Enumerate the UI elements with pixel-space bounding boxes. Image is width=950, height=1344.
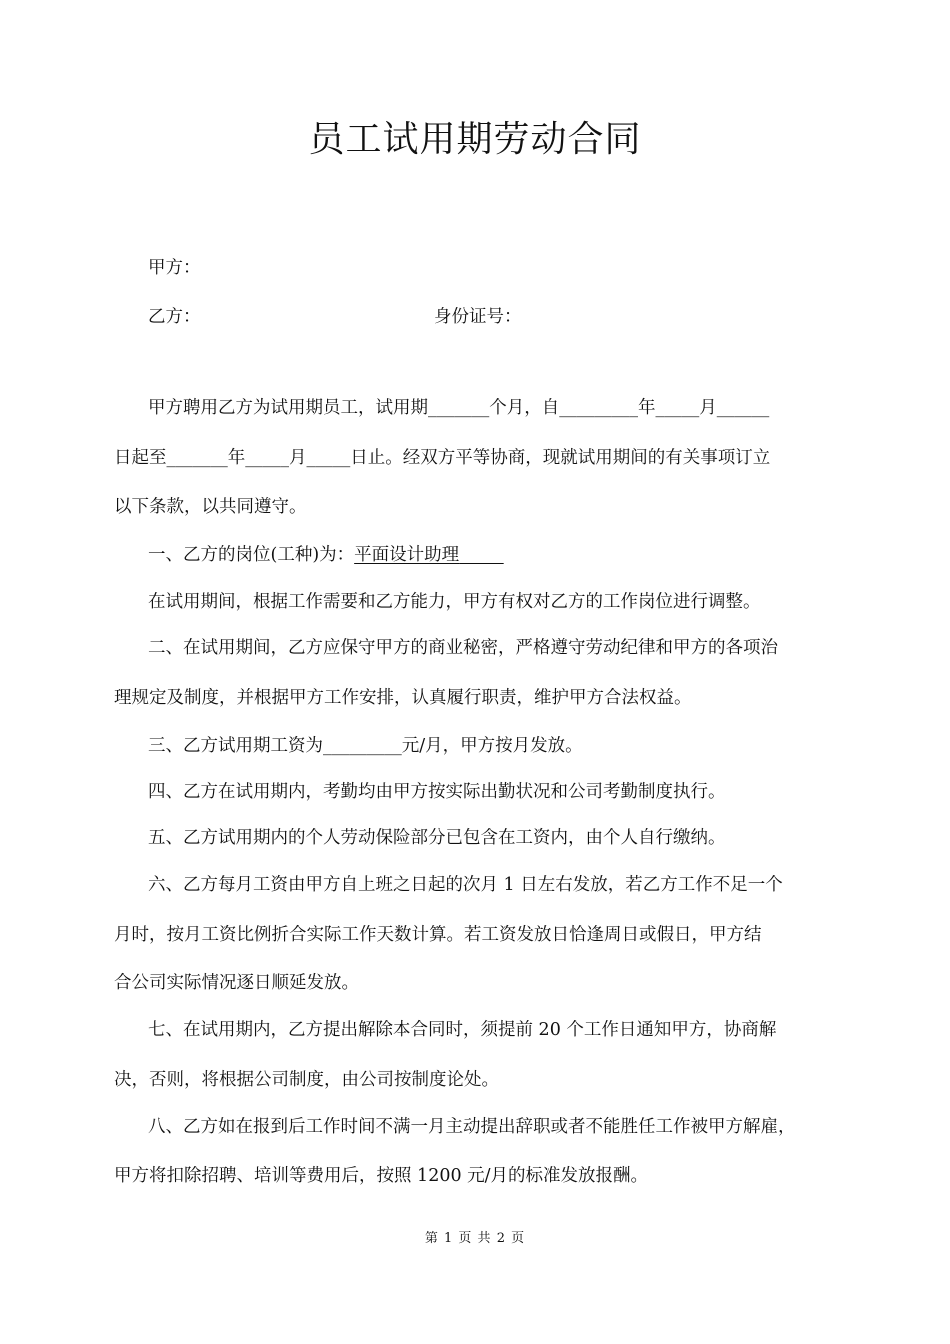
intro-line-1: 甲方聘用乙方为试用期员工，试用期_______个月，自_________年_____月______ xyxy=(148,398,770,418)
party-b-label: 乙方： xyxy=(148,307,201,327)
position-value: 平面设计助理 xyxy=(354,545,460,565)
page-footer: 第 1 页 共 2 页 xyxy=(424,1231,526,1246)
id-number-label: 身份证号： xyxy=(434,307,522,327)
clause-8-line-2: 甲方将扣除招聘、培训等费用后，按照 1200 元/月的标准发放报酬。 xyxy=(114,1166,649,1186)
clause-6-line-2: 月时，按月工资比例折合实际工作天数计算。若工资发放日恰逢周日或假日，甲方结 xyxy=(114,925,762,945)
clause-1-note: 在试用期间，根据工作需要和乙方能力，甲方有权对乙方的工作岗位进行调整。 xyxy=(148,592,761,612)
clause-7-line-2: 决，否则，将根据公司制度，由公司按制度论处。 xyxy=(114,1070,499,1090)
clause-7-line-1: 七、在试用期内，乙方提出解除本合同时，须提前 20 个工作日通知甲方，协商解 xyxy=(148,1020,777,1040)
clause-6-line-1: 六、乙方每月工资由甲方自上班之日起的次月 1 日左右发放，若乙方工作不足一个 xyxy=(148,875,783,895)
clause-1-prefix: 一、乙方的岗位(工种)为： xyxy=(148,545,355,565)
intro-line-2: 日起至_______年_____月_____日止。经双方平等协商，现就试用期间的有关事项订立 xyxy=(114,448,771,468)
clause-6-line-3: 合公司实际情况逐日顺延发放。 xyxy=(114,973,359,993)
clause-4: 四、乙方在试用期内，考勤均由甲方按实际出勤状况和公司考勤制度执行。 xyxy=(148,782,726,802)
document-title: 员工试用期劳动合同 xyxy=(308,119,642,160)
intro-line-3: 以下条款，以共同遵守。 xyxy=(114,497,307,517)
clause-5: 五、乙方试用期内的个人劳动保险部分已包含在工资内，由个人自行缴纳。 xyxy=(148,828,726,848)
party-a-label: 甲方： xyxy=(148,258,201,278)
clause-1 xyxy=(148,540,504,570)
clause-3: 三、乙方试用期工资为_________元/月，甲方按月发放。 xyxy=(148,736,583,756)
clause-8-line-1: 八、乙方如在报到后工作时间不满一月主动提出辞职或者不能胜任工作被甲方解雇， xyxy=(148,1117,796,1137)
clause-2-line-2: 理规定及制度，并根据甲方工作安排，认真履行职责，维护甲方合法权益。 xyxy=(114,688,692,708)
clause-2-line-1: 二、在试用期间，乙方应保守甲方的商业秘密，严格遵守劳动纪律和甲方的各项治 xyxy=(148,638,778,658)
